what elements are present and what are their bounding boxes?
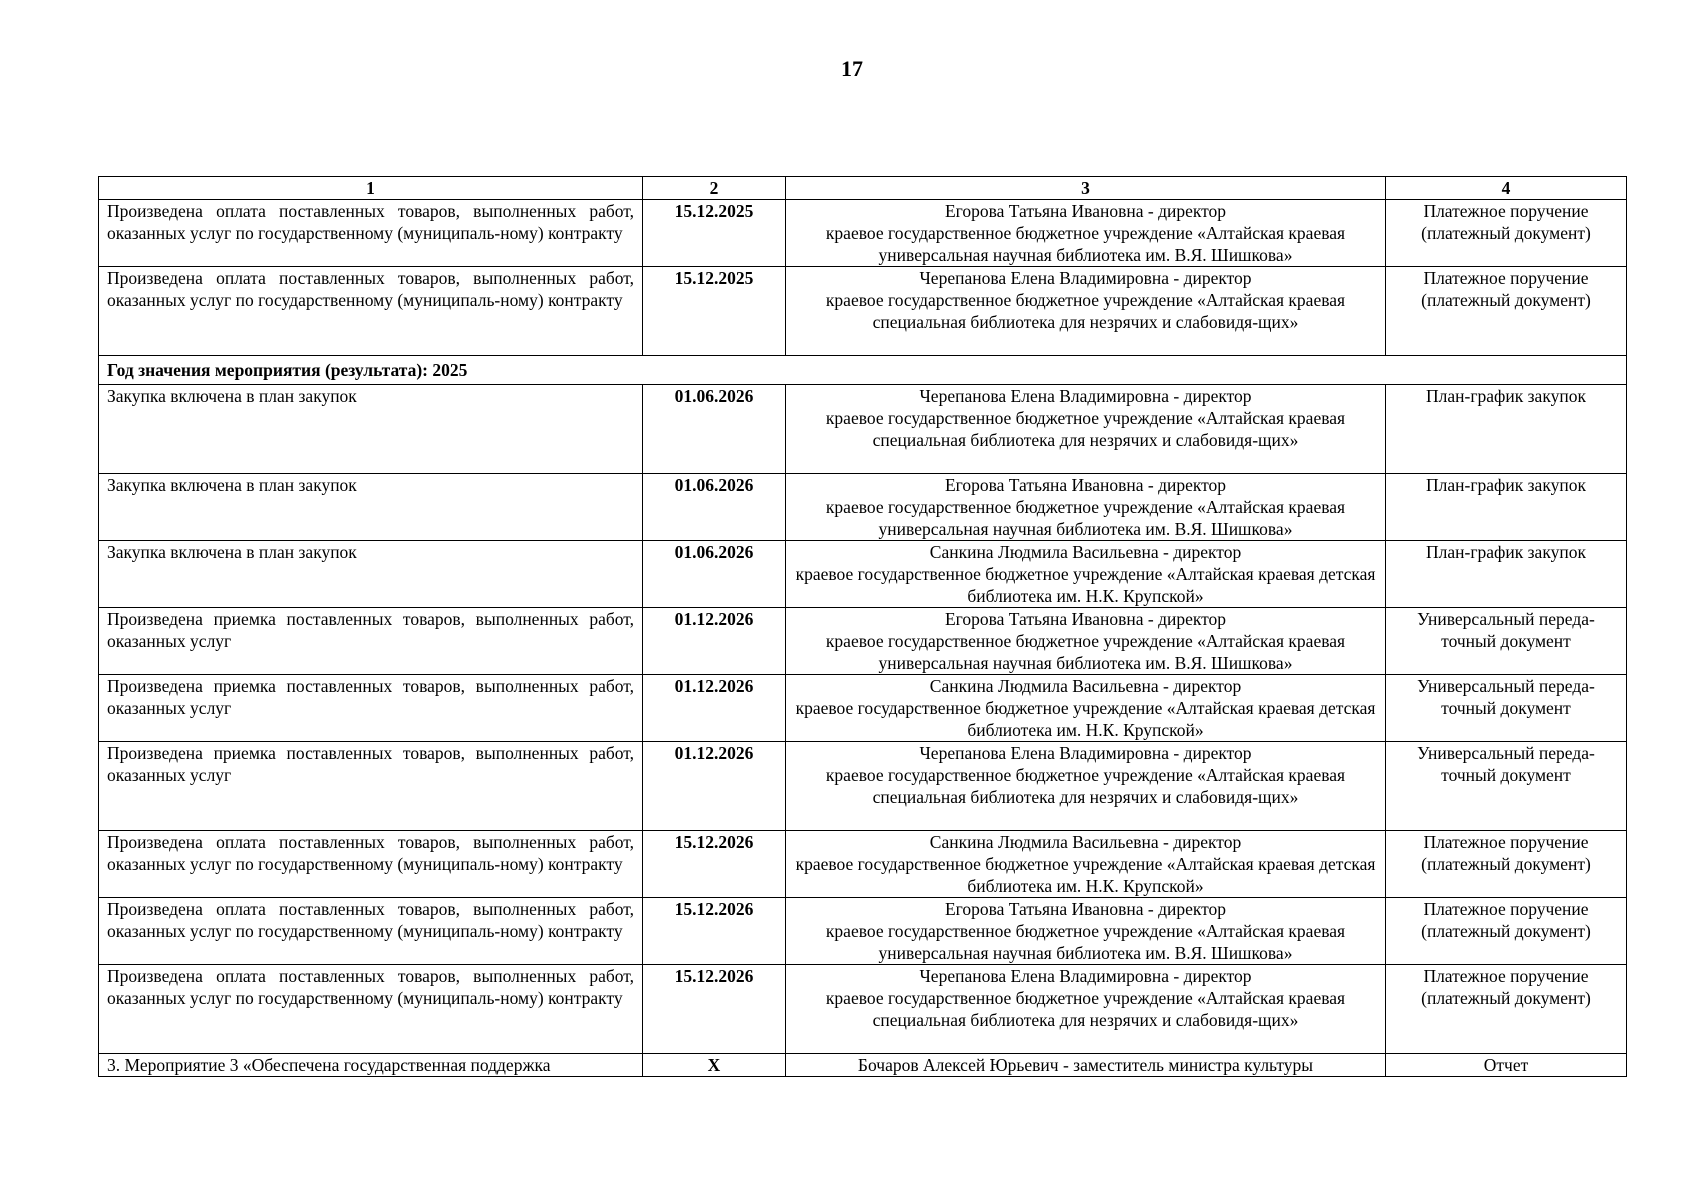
section-title: Год значения мероприятия (результата): 2025 [99,356,1627,385]
event-description: Произведена оплата поставленных товаров, выполненных работ, оказанных услуг по государственному (муниципаль-ному) контракту [99,898,643,965]
header-cell-4: 4 [1386,177,1627,200]
section-row [99,356,1627,385]
responsible-cell [786,541,1386,608]
responsible-cell [786,1054,1386,1077]
responsible-organization: краевое государственное бюджетное учреждение «Алтайская краевая универсальная научная библиотека им. В.Я. Шишкова» [825,223,1346,265]
table-row [99,898,1627,965]
responsible-person: Черепанова Елена Владимировна - директор [919,966,1252,986]
event-description: Произведена приемка поставленных товаров, выполненных работ, оказанных услуг [99,742,643,831]
document-type-cell: Платежное поручение (платежный документ) [1386,267,1627,356]
date-cell: 15.12.2026 [643,965,786,1054]
table-row [99,965,1627,1054]
document-type-cell: План-график закупок [1386,541,1627,608]
date-cell: 01.12.2026 [643,608,786,675]
responsible-cell [786,200,1386,267]
document-type-cell: Универсальный переда-точный документ [1386,608,1627,675]
responsible-organization: краевое государственное бюджетное учреждение «Алтайская краевая универсальная научная библиотека им. В.Я. Шишкова» [825,921,1346,963]
responsible-cell [786,267,1386,356]
date-cell: 15.12.2025 [643,267,786,356]
responsible-organization: краевое государственное бюджетное учреждение «Алтайская краевая специальная библиотека для незрячих и слабовидя-щих» [825,988,1346,1030]
responsible-person: Санкина Людмила Васильевна - директор [929,676,1242,696]
event-description: 3. Мероприятие 3 «Обеспечена государственная поддержка [99,1054,643,1077]
responsible-cell [786,742,1386,831]
document-type-cell: Платежное поручение (платежный документ) [1386,898,1627,965]
responsible-cell [786,474,1386,541]
document-type-cell: Платежное поручение (платежный документ) [1386,965,1627,1054]
document-type-cell: Отчет [1386,1054,1627,1077]
responsible-person: Егорова Татьяна Ивановна - директор [944,609,1227,629]
table-row [99,267,1627,356]
date-cell: 01.06.2026 [643,474,786,541]
responsible-person: Черепанова Елена Владимировна - директор [919,268,1252,288]
table-row [99,200,1627,267]
responsible-cell [786,831,1386,898]
document-type-cell: Универсальный переда-точный документ [1386,742,1627,831]
event-description: Закупка включена в план закупок [99,541,643,608]
date-cell: 01.12.2026 [643,675,786,742]
responsible-cell [786,965,1386,1054]
responsible-organization: краевое государственное бюджетное учреждение «Алтайская краевая специальная библиотека для незрячих и слабовидя-щих» [825,290,1346,332]
table-row [99,474,1627,541]
date-cell: 15.12.2025 [643,200,786,267]
event-description: Произведена оплата поставленных товаров, выполненных работ, оказанных услуг по государственному (муниципаль-ному) контракту [99,831,643,898]
responsible-cell [786,385,1386,474]
date-cell: 01.12.2026 [643,742,786,831]
responsible-person: Егорова Татьяна Ивановна - директор [944,475,1227,495]
table-row [99,742,1627,831]
header-cell-2: 2 [643,177,786,200]
responsible-organization: краевое государственное бюджетное учреждение «Алтайская краевая универсальная научная библиотека им. В.Я. Шишкова» [825,631,1346,673]
page-number: 17 [841,56,863,81]
responsible-cell [786,608,1386,675]
responsible-organization: краевое государственное бюджетное учреждение «Алтайская краевая специальная библиотека для незрячих и слабовидя-щих» [825,765,1346,807]
document-type-cell: Платежное поручение (платежный документ) [1386,200,1627,267]
date-cell: 15.12.2026 [643,898,786,965]
document-type-cell: Платежное поручение (платежный документ) [1386,831,1627,898]
table-row [99,831,1627,898]
date-cell: 01.06.2026 [643,385,786,474]
responsible-organization: краевое государственное бюджетное учреждение «Алтайская краевая детская библиотека им. Н.К. Крупской» [795,698,1376,740]
header-cell-3: 3 [786,177,1386,200]
date-cell: Х [643,1054,786,1077]
responsible-person: Егорова Татьяна Ивановна - директор [944,201,1227,221]
event-description: Закупка включена в план закупок [99,474,643,541]
responsible-person: Санкина Людмила Васильевна - директор [929,832,1242,852]
responsible-organization: краевое государственное бюджетное учреждение «Алтайская краевая специальная библиотека для незрячих и слабовидя-щих» [825,408,1346,450]
event-description: Произведена приемка поставленных товаров, выполненных работ, оказанных услуг [99,608,643,675]
table-row [99,541,1627,608]
responsible-person: Бочаров Алексей Юрьевич - заместитель министра культуры [857,1055,1314,1075]
table-row [99,385,1627,474]
date-cell: 15.12.2026 [643,831,786,898]
event-description: Произведена оплата поставленных товаров, выполненных работ, оказанных услуг по государственному (муниципаль-ному) контракту [99,267,643,356]
document-type-cell: Универсальный переда-точный документ [1386,675,1627,742]
responsible-organization: краевое государственное бюджетное учреждение «Алтайская краевая детская библиотека им. Н.К. Крупской» [795,854,1376,896]
document-table [98,176,1627,1077]
event-description: Произведена оплата поставленных товаров, выполненных работ, оказанных услуг по государственному (муниципаль-ному) контракту [99,965,643,1054]
responsible-person: Санкина Людмила Васильевна - директор [929,542,1242,562]
event-description: Закупка включена в план закупок [99,385,643,474]
responsible-organization: краевое государственное бюджетное учреждение «Алтайская краевая универсальная научная библиотека им. В.Я. Шишкова» [825,497,1346,539]
table-row [99,675,1627,742]
event-description: Произведена приемка поставленных товаров, выполненных работ, оказанных услуг [99,675,643,742]
responsible-cell [786,898,1386,965]
header-cell-1: 1 [99,177,643,200]
responsible-person: Егорова Татьяна Ивановна - директор [944,899,1227,919]
responsible-cell [786,675,1386,742]
document-type-cell: План-график закупок [1386,385,1627,474]
responsible-person: Черепанова Елена Владимировна - директор [919,386,1252,406]
table-row [99,608,1627,675]
table-row [99,1054,1627,1077]
table-header-row [99,177,1627,200]
responsible-person: Черепанова Елена Владимировна - директор [919,743,1252,763]
document-type-cell: План-график закупок [1386,474,1627,541]
event-description: Произведена оплата поставленных товаров, выполненных работ, оказанных услуг по государственному (муниципаль-ному) контракту [99,200,643,267]
date-cell: 01.06.2026 [643,541,786,608]
responsible-organization: краевое государственное бюджетное учреждение «Алтайская краевая детская библиотека им. Н.К. Крупской» [795,564,1376,606]
